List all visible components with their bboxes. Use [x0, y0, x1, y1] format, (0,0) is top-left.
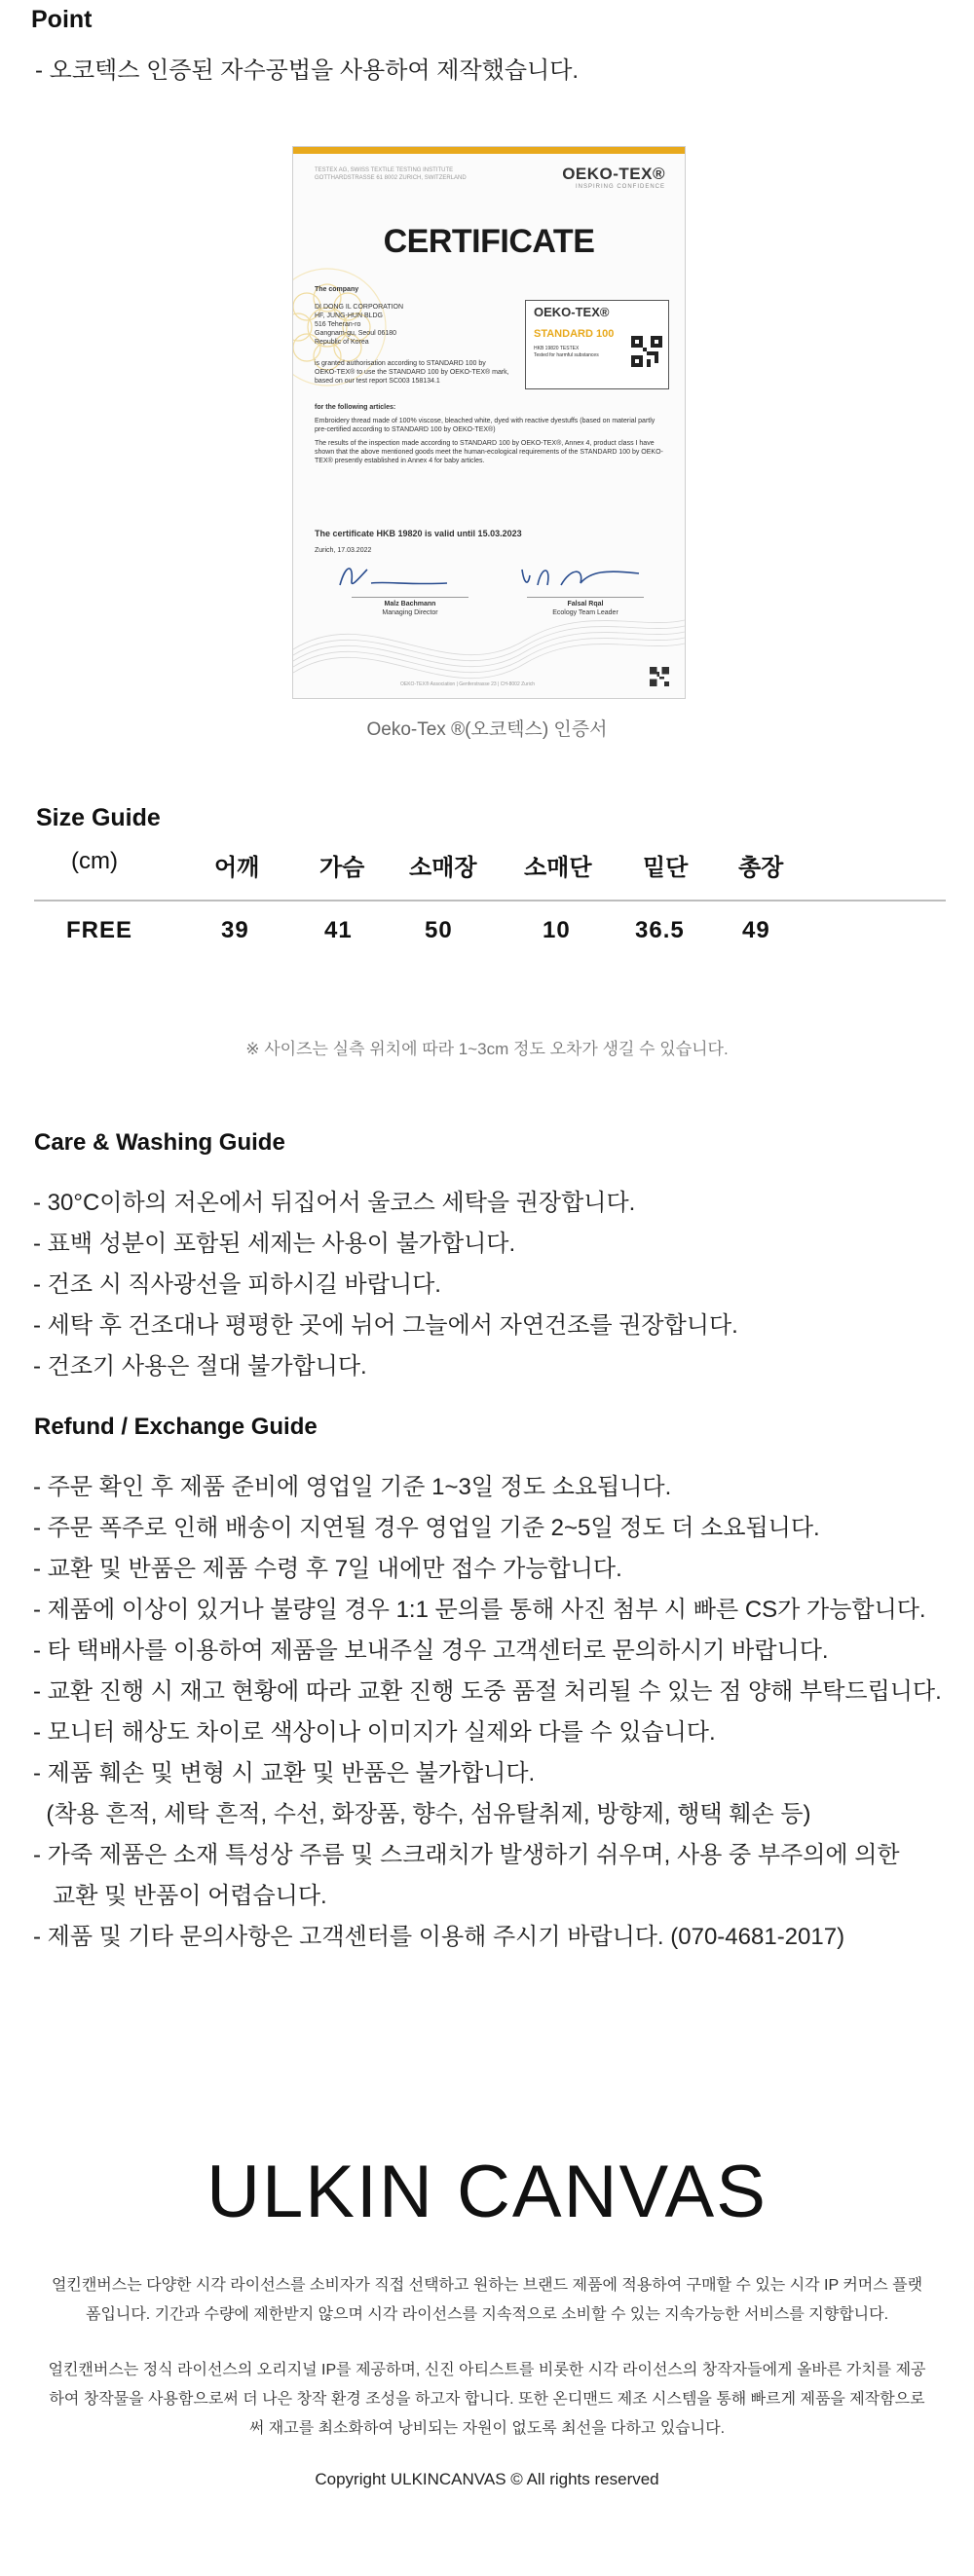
refund-item: (착용 흔적, 세탁 흔적, 수선, 화장품, 향수, 섬유탈취제, 방향제, 행택 훼손 등)	[33, 1801, 811, 1827]
refund-item: - 교환 진행 시 재고 현황에 따라 교환 진행 도중 품절 처리될 수 있는 점 양해 부탁드립니다.	[33, 1678, 942, 1705]
refund-item: - 타 택배사를 이용하여 제품을 보내주실 경우 고객센터로 문의하시기 바랍니다.	[33, 1638, 829, 1664]
care-item: - 세탁 후 건조대나 평평한 곳에 뉘어 그늘에서 자연건조를 권장합니다.	[33, 1312, 738, 1339]
size-cell-hem: 36.5	[635, 917, 685, 943]
size-row-label: FREE	[66, 917, 133, 943]
care-item: - 건조기 사용은 절대 불가합니다.	[33, 1353, 367, 1380]
label-hkb	[534, 346, 599, 359]
oeko-tex-certificate-image	[292, 146, 686, 699]
refund-item: 교환 및 반품이 어렵습니다.	[33, 1883, 327, 1909]
size-tolerance-note: ※ 사이즈는 실측 위치에 따라 1~3cm 정도 오차가 생길 수 있습니다.	[245, 1040, 729, 1058]
care-guide-title: Care & Washing Guide	[34, 1129, 285, 1156]
articles-label: for the following articles:	[315, 404, 396, 411]
size-cell-chest: 41	[324, 917, 353, 943]
label-tested: Tested for harmful substances	[534, 352, 599, 358]
refund-item: - 교환 및 반품은 제품 수령 후 7일 내에만 접수 가능합니다.	[33, 1556, 622, 1582]
company-line: 516 Teheran-ro	[315, 321, 361, 328]
brand-logo: ULKIN CANVAS	[206, 2151, 768, 2233]
column-header-sleeve-length: 소매장	[409, 855, 477, 881]
size-table-divider	[34, 900, 946, 902]
size-guide-title: Size Guide	[36, 804, 161, 831]
footer-description-1: 얼킨캔버스는 다양한 시각 라이선스를 소비자가 직접 선택하고 원하는 브랜드 제품에 적용하여 구매할 수 있는 시각 IP 커머스 플랫폼입니다. 기간과 수량에 제한받지 않으며 시각 라이선스를 지속적으로 소비할 수 있는 지속가능한 서비스를 지향합니다.	[51, 2277, 923, 2323]
label-hkb-number: HKB 19820 TESTEX	[534, 346, 580, 351]
footer-description-2: 얼킨캔버스는 정식 라이선스의 오리지널 IP를 제공하며, 신진 아티스트를 비롯한 시각 라이선스의 창작자들에게 올바른 가치를 제공하여 창작물을 사용함으로써 더 나은 창작 환경 조성을 하고자 합니다. 또한 온디맨드 제조 시스템을 통해 빠르게 제품을 제작함으로써 재고를 최소화하여 낭비되는 자원이 없도록 최선을 다하고 있습니다.	[48, 2362, 926, 2437]
column-header-total-length: 총장	[738, 855, 784, 881]
label-standard: STANDARD 100	[534, 328, 615, 340]
company-address	[315, 303, 509, 347]
refund-guide-title: Refund / Exchange Guide	[34, 1414, 318, 1440]
refund-item: - 주문 확인 후 제품 준비에 영업일 기준 1~3일 정도 소요됩니다.	[33, 1474, 672, 1500]
signer-2-name: Falsal Rqal	[567, 601, 604, 607]
place-date: Zurich, 17.03.2022	[315, 547, 372, 554]
company-line: Republic of Korea	[315, 339, 369, 346]
certificate-caption: Oeko-Tex ®(오코텍스) 인증서	[366, 719, 608, 740]
certificate-institute: TESTEX AG, SWISS TEXTILE TESTING INSTITUTE GOTTHARDSTRASSE 61 8002 ZURICH, SWITZERLAND	[315, 167, 467, 181]
grant-text: is granted authorisation according to STANDARD 100 by OEKO-TEX® to use the STANDARD 100 by OEKO-TEX® mark, based on our test report SC003 158134.1	[315, 360, 509, 385]
certificate-brand-block	[562, 165, 665, 190]
standard-100-label	[525, 300, 669, 389]
refund-item: - 제품 훼손 및 변형 시 교환 및 반품은 불가합니다.	[33, 1760, 536, 1786]
refund-item: - 가죽 제품은 소재 특성상 주름 및 스크래치가 발생하기 쉬우며, 사용 중 부주의에 의한	[33, 1842, 900, 1868]
company-line: Gangnam-gu, Seoul 06180	[315, 330, 397, 337]
care-item: - 30°C이하의 저온에서 뒤집어서 울코스 세탁을 권장합니다.	[33, 1190, 636, 1216]
label-brand: OEKO-TEX®	[534, 305, 610, 319]
refund-item: - 제품 및 기타 문의사항은 고객센터를 이용해 주시기 바랍니다. (070-4681-2017)	[33, 1924, 845, 1950]
qr-code-icon	[631, 336, 662, 367]
care-item: - 건조 시 직사광선을 피하시길 바랍니다.	[33, 1271, 441, 1298]
refund-item: - 주문 폭주로 인해 배송이 지연될 경우 영업일 기준 2~5일 정도 더 소요됩니다.	[33, 1515, 820, 1541]
valid-until: The certificate HKB 19820 is valid until 15.03.2023	[315, 529, 522, 538]
column-header-chest: 가슴	[319, 855, 365, 881]
column-header-sleeve-hem: 소매단	[524, 855, 592, 881]
signer-1-role: Managing Director	[382, 609, 438, 616]
certificate-heading: CERTIFICATE	[383, 223, 595, 260]
certificate-footer-address: OEKO-TEX® Association | Genferstrasse 23 | CH-8002 Zurich	[400, 681, 536, 687]
size-cell-shoulder: 39	[221, 917, 249, 943]
qr-code-icon	[650, 667, 669, 686]
signer-2-role: Ecology Team Leader	[552, 609, 618, 616]
oeko-tex-logo: OEKO-TEX®	[562, 165, 665, 183]
copyright-text: Copyright ULKINCANVAS © All rights reserved	[315, 2470, 659, 2488]
column-header-shoulder: 어깨	[214, 855, 260, 881]
refund-item: - 모니터 해상도 차이로 색상이나 이미지가 실제와 다를 수 있습니다.	[33, 1719, 716, 1746]
refund-item: - 제품에 이상이 있거나 불량일 경우 1:1 문의를 통해 사진 첨부 시 빠른 CS가 가능합니다.	[33, 1597, 926, 1623]
size-cell-total-length: 49	[742, 917, 770, 943]
certificate-body-text: The results of the inspection made according to STANDARD 100 by OEKO-TEX®, Annex 4, product class I have shown that the above mentioned goods meet the human-ecological requirements of the STANDARD 100 by OEKO-TEX® presently established in Annex 4 for baby articles.	[315, 440, 663, 464]
size-unit-label: (cm)	[71, 848, 118, 874]
oeko-tex-tagline: INSPIRING CONFIDENCE	[575, 184, 665, 190]
wave-decoration-icon	[293, 562, 685, 698]
articles-text: Embroidery thread made of 100% viscose, bleached white, dyed with reactive dyestuffs (based on material partly pre-certified according to STANDARD 100 by OEKO-TEX®)	[315, 418, 656, 433]
company-label: The company	[315, 286, 359, 293]
company-line: DI DONG IL CORPORATION	[315, 304, 404, 311]
point-description: - 오코텍스 인증된 자수공법을 사용하여 제작했습니다.	[35, 57, 580, 84]
column-header-hem: 밑단	[643, 855, 689, 881]
point-title: Point	[31, 6, 93, 33]
care-item: - 표백 성분이 포함된 세제는 사용이 불가합니다.	[33, 1231, 516, 1257]
size-cell-sleeve-length: 50	[425, 917, 453, 943]
certificate-top-bar	[293, 147, 685, 154]
company-line: HF, JUNG-HUN BLDG	[315, 313, 384, 319]
size-cell-sleeve-hem: 10	[543, 917, 571, 943]
signer-1-name: Malz Bachmann	[384, 601, 436, 607]
